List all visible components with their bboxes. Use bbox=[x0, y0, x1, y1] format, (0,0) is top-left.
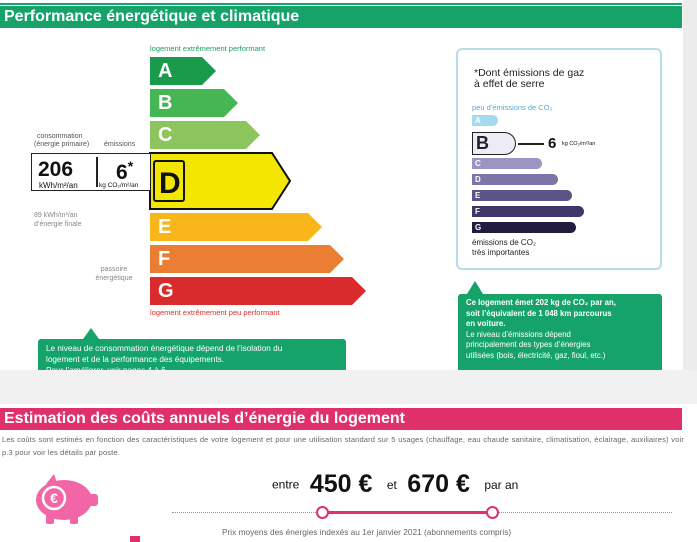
costs-section-title: Estimation des coûts annuels d’énergie du logement bbox=[0, 408, 682, 430]
consumption-header: consommation (énergie primaire) bbox=[34, 133, 90, 148]
emissions-unit: kg CO₂/m²/an bbox=[99, 182, 139, 189]
between-label: entre bbox=[272, 477, 300, 492]
ges-title: *Dont émissions de gaz à effet de serre bbox=[474, 67, 585, 90]
ges-tip-box: Ce logement émet 202 kg de CO₂ par an, soit l’équivalent de 1 048 km parcourus en voiture. Le niveau d’émissions dépend principalement des types d’énergies utilisées (bois, électricité, gaz, fioul, etc.) bbox=[458, 294, 662, 383]
ges-bar-c: C bbox=[472, 158, 542, 169]
consumption-unit: kWh/m²/an bbox=[39, 181, 78, 190]
min-cost-value: 450 € bbox=[309, 470, 373, 498]
dpe-letter-b: B bbox=[158, 92, 173, 114]
ges-unit: kg CO₂/m²/an bbox=[562, 141, 596, 147]
max-cost-marker bbox=[486, 506, 499, 519]
ges-panel bbox=[456, 48, 662, 270]
cost-range-bar bbox=[322, 511, 492, 514]
final-energy-note: 89 kWh/m²/an d’énergie finale bbox=[34, 212, 82, 228]
price-note: Prix moyens des énergies indexés au 1er janvier 2021 (abonnements compris) bbox=[222, 527, 512, 537]
costs-description: Les coûts sont estimés en fonction des caractéristiques de votre logement et pour une utilisation standard sur 5 usages (chauffage, eau chaude sanitaire, climatisation, éclairage, auxiliaires) voir p.3 pour voir les détails par poste. bbox=[2, 435, 684, 457]
per-year-label: par an bbox=[484, 477, 519, 492]
dpe-bar-f bbox=[150, 245, 344, 273]
right-margin-strip bbox=[683, 0, 697, 370]
ges-bar-e: E bbox=[472, 190, 572, 201]
top-performance-label: logement extrêmement performant bbox=[150, 44, 266, 53]
dpe-letter-d-current: D bbox=[159, 167, 181, 200]
piggy-bank-icon bbox=[24, 470, 106, 526]
dpe-letter-e: E bbox=[158, 216, 172, 238]
dpe-bar-e bbox=[150, 213, 322, 241]
passoire-label: passoire énergétique bbox=[95, 266, 133, 282]
section-divider-strip bbox=[0, 370, 697, 404]
ges-low-label: peu d’émissions de CO₂ bbox=[472, 103, 553, 112]
bottom-performance-label: logement extrêmement peu performant bbox=[150, 308, 280, 317]
dpe-letter-c: C bbox=[158, 124, 173, 146]
ges-bar-a: A bbox=[472, 115, 498, 126]
top-rule bbox=[0, 3, 682, 5]
box-separator bbox=[96, 157, 98, 187]
ges-value: 6 bbox=[548, 135, 557, 152]
piggy-euro-symbol: € bbox=[50, 490, 58, 506]
dpe-bar-g bbox=[150, 277, 366, 305]
consumption-value: 206 bbox=[38, 158, 74, 181]
ges-pointer-line bbox=[518, 143, 544, 145]
max-cost-value: 670 € bbox=[407, 470, 470, 498]
ges-bar-d: D bbox=[472, 174, 558, 185]
ges-high-label: émissions de CO₂ très importantes bbox=[472, 238, 537, 257]
dpe-tip-arrow bbox=[83, 328, 99, 339]
and-label: et bbox=[386, 477, 397, 492]
emissions-header: émissions bbox=[104, 141, 136, 148]
consumption-emissions-box bbox=[31, 153, 151, 191]
ges-tip-arrow bbox=[467, 281, 483, 294]
ges-bar-g: G bbox=[472, 222, 576, 233]
energy-section-title: Performance énergétique et climatique bbox=[0, 6, 682, 28]
dpe-tip-box: Le niveau de consommation énergétique dépend de l’isolation du logement et de la performance des équipements. bbox=[38, 339, 346, 383]
cost-range bbox=[272, 470, 518, 504]
dpe-letter-g: G bbox=[158, 280, 174, 302]
emissions-value: 6* bbox=[116, 158, 134, 184]
ges-bar-f: F bbox=[472, 206, 584, 217]
min-cost-marker bbox=[316, 506, 329, 519]
ges-bar-b-current: B bbox=[472, 132, 516, 155]
pink-accent bbox=[130, 536, 140, 542]
dpe-letter-a: A bbox=[158, 60, 173, 82]
dpe-letter-f: F bbox=[158, 248, 171, 270]
